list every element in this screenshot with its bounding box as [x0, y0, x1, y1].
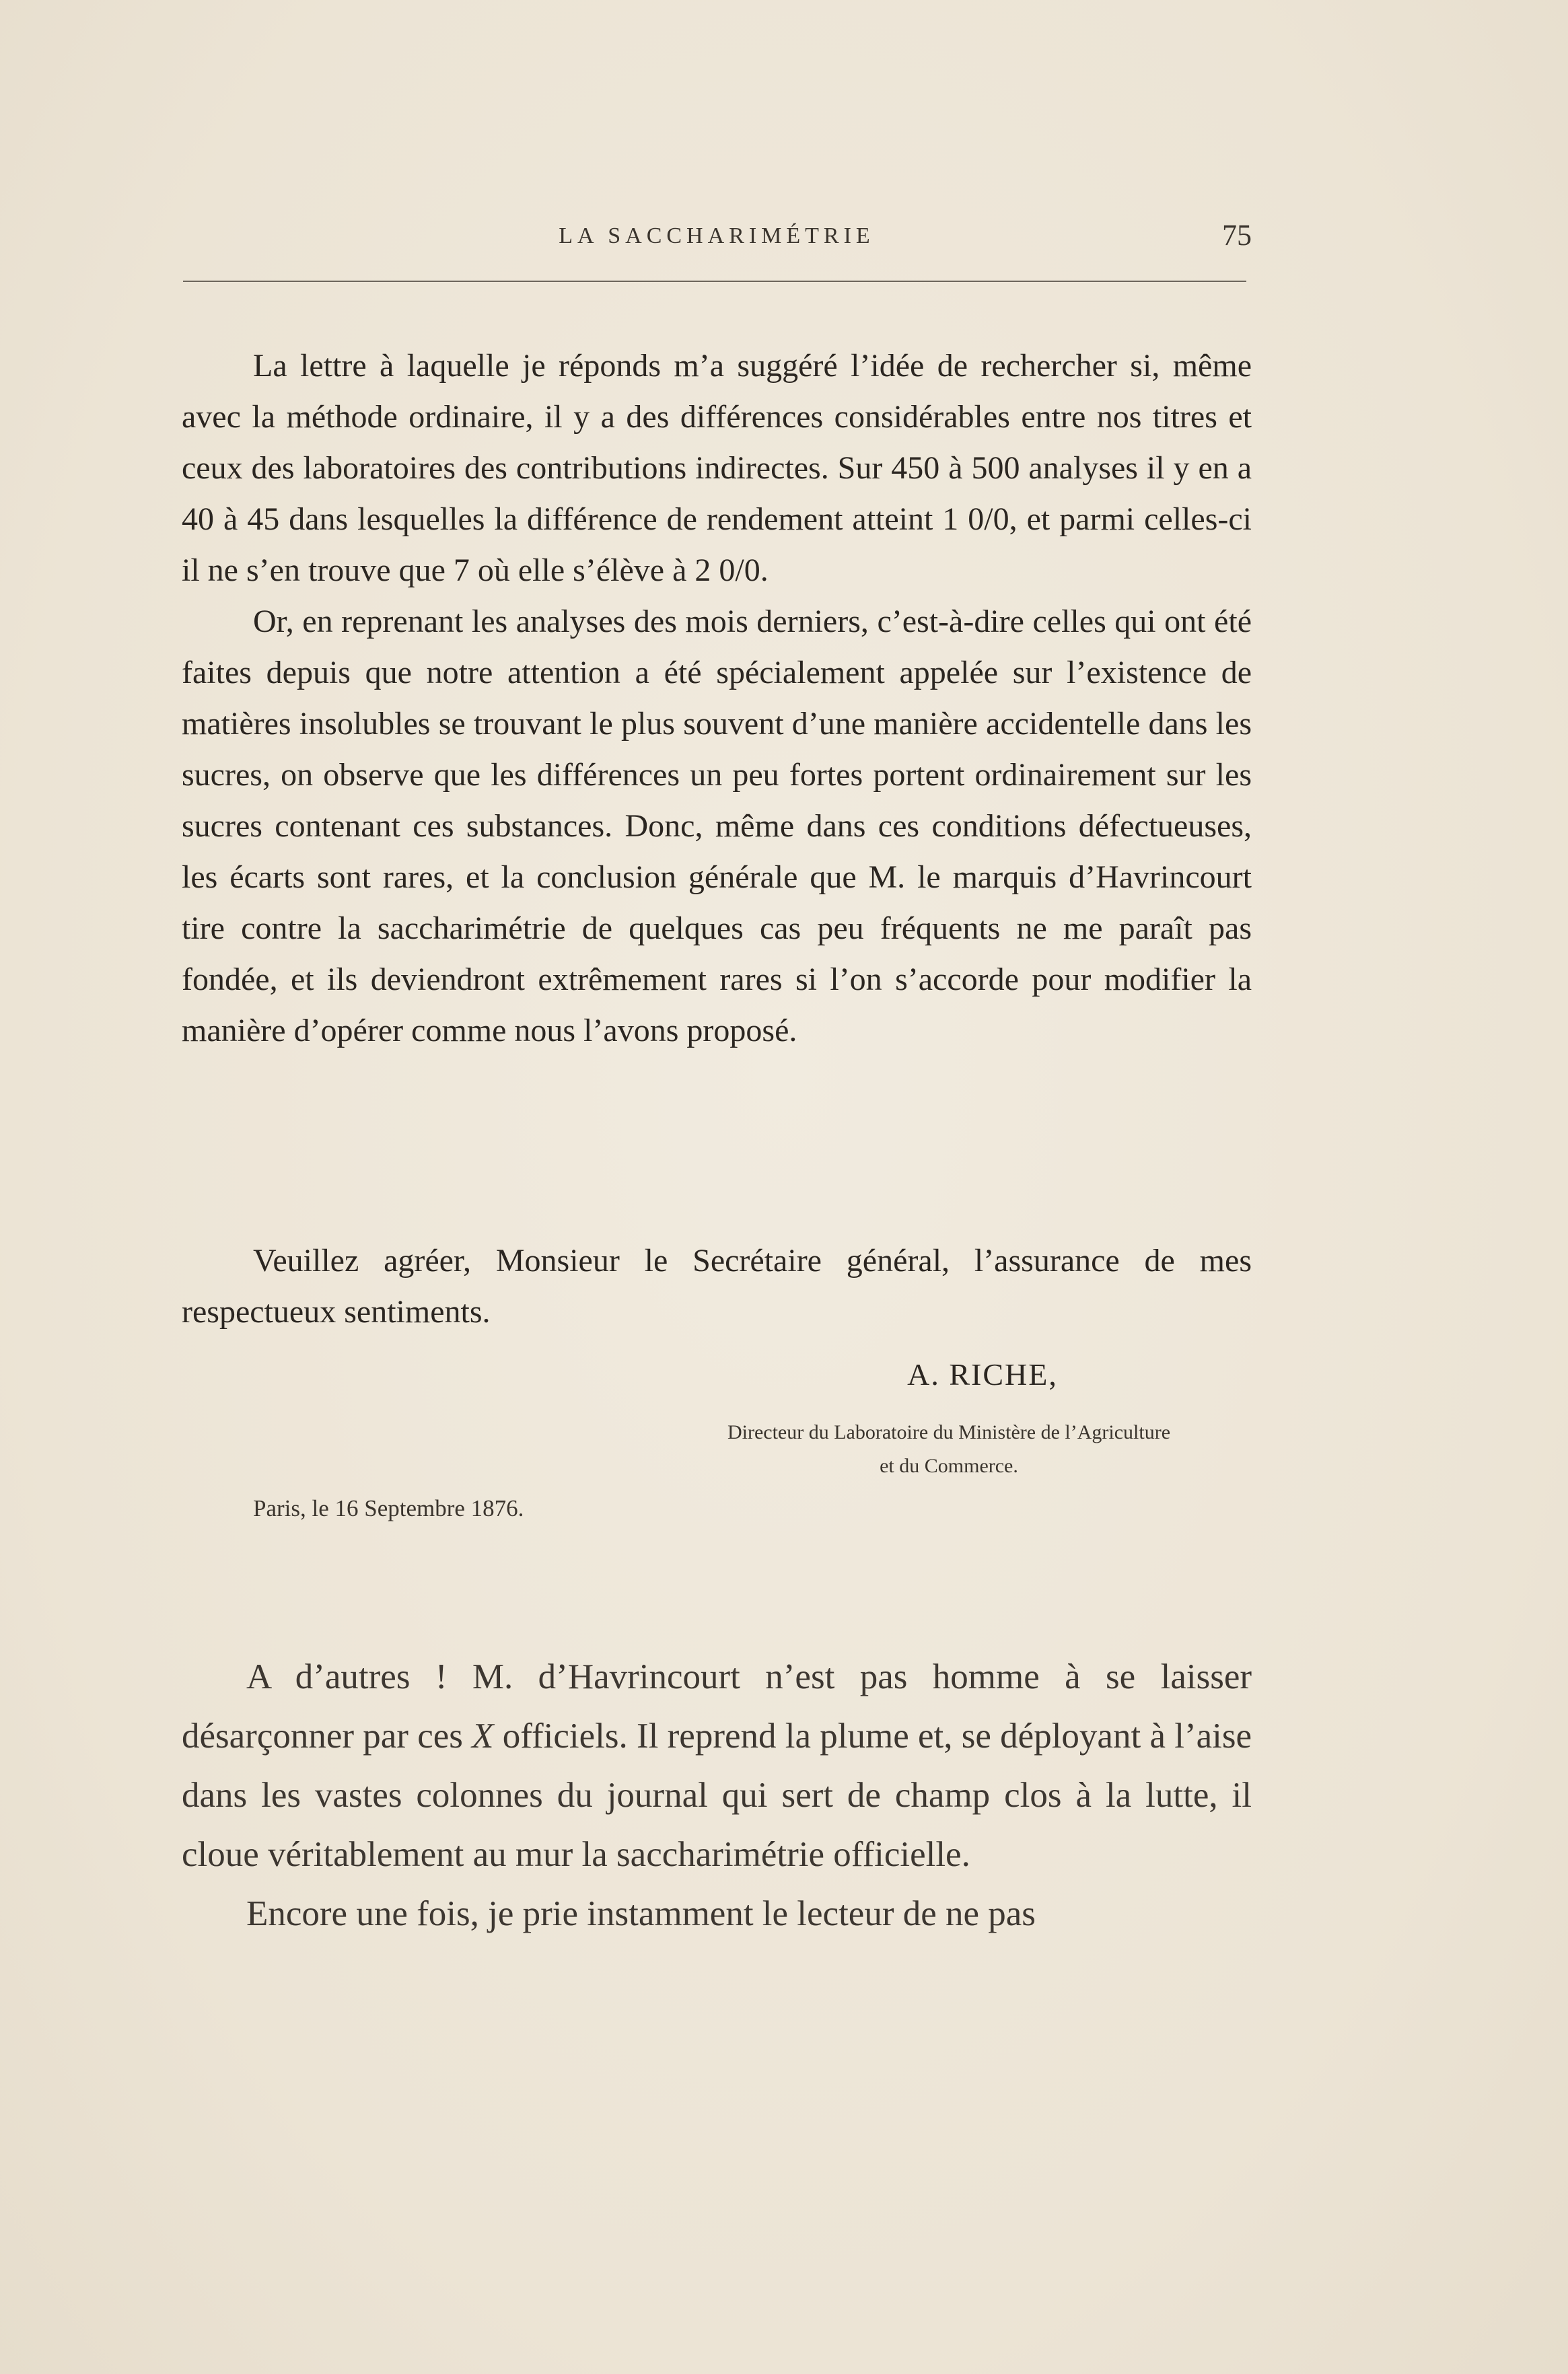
signature-title-line: et du Commerce.: [880, 1455, 1018, 1477]
page-header: [182, 215, 1252, 256]
signature-title: [646, 1416, 1252, 1483]
letter-closing: [182, 1235, 1252, 1338]
signature: A. RICHE,: [907, 1357, 1058, 1392]
place-date: Paris, le 16 Septembre 1876.: [253, 1495, 524, 1521]
running-title: LA SACCHARIMÉTRIE: [559, 223, 875, 248]
letter-body: [182, 340, 1252, 1056]
commentary-text: officiels. Il reprend la plume et, se déployant à l’aise dans les vastes colonnes du journal qui sert de champ clos à la lutte, il cloue véritablement au mur la saccharimétrie officielle.: [182, 1717, 1252, 1874]
commentary-body: [182, 1647, 1252, 1943]
closing-paragraph: Veuillez agréer, Monsieur le Secrétaire général, l’assurance de mes respectueux sentiments.: [182, 1243, 1252, 1330]
page-number: 75: [1222, 219, 1252, 252]
commentary-text: A d’autres ! M. d’Havrincourt n’est pas homme à se laisser désarçonner par ces: [182, 1657, 1252, 1756]
letter-paragraph: Or, en reprenant les analyses des mois derniers, c’est-à-dire celles qui ont été faites depuis que notre attention a été spécialement appelée sur l’existence de matières insolubles se trouvant le plus souvent d’une manière accidentelle dans les sucres, on observe que les différences un peu fortes portent ordinairement sur les sucres contenant ces substances. Donc, même dans ces conditions défectueuses, les écarts sont rares, et la conclusion générale que M. le marquis d’Havrincourt tire contre la saccharimétrie de quelques cas peu fréquents ne me paraît pas fondée, et ils deviendront extrêmement rares si l’on s’accorde pour modifier la manière d’opérer comme nous l’avons proposé.: [182, 604, 1252, 1048]
signature-title-line: Directeur du Laboratoire du Ministère de l’Agriculture: [727, 1421, 1171, 1443]
variable-x: X: [472, 1717, 494, 1756]
commentary-paragraph: Encore une fois, je prie instamment le lecteur de ne pas: [246, 1894, 1036, 1933]
header-rule: [183, 281, 1246, 282]
letter-paragraph: La lettre à laquelle je réponds m’a suggéré l’idée de rechercher si, même avec la méthode ordinaire, il y a des différences considérables entre nos titres et ceux des laboratoires des contributions indirectes. Sur 450 à 500 analyses il y en a 40 à 45 dans lesquelles la différence de rendement atteint 1 0/0, et parmi celles-ci il ne s’en trouve que 7 où elle s’élève à 2 0/0.: [182, 348, 1252, 588]
commentary-paragraph: [182, 1647, 1252, 1884]
